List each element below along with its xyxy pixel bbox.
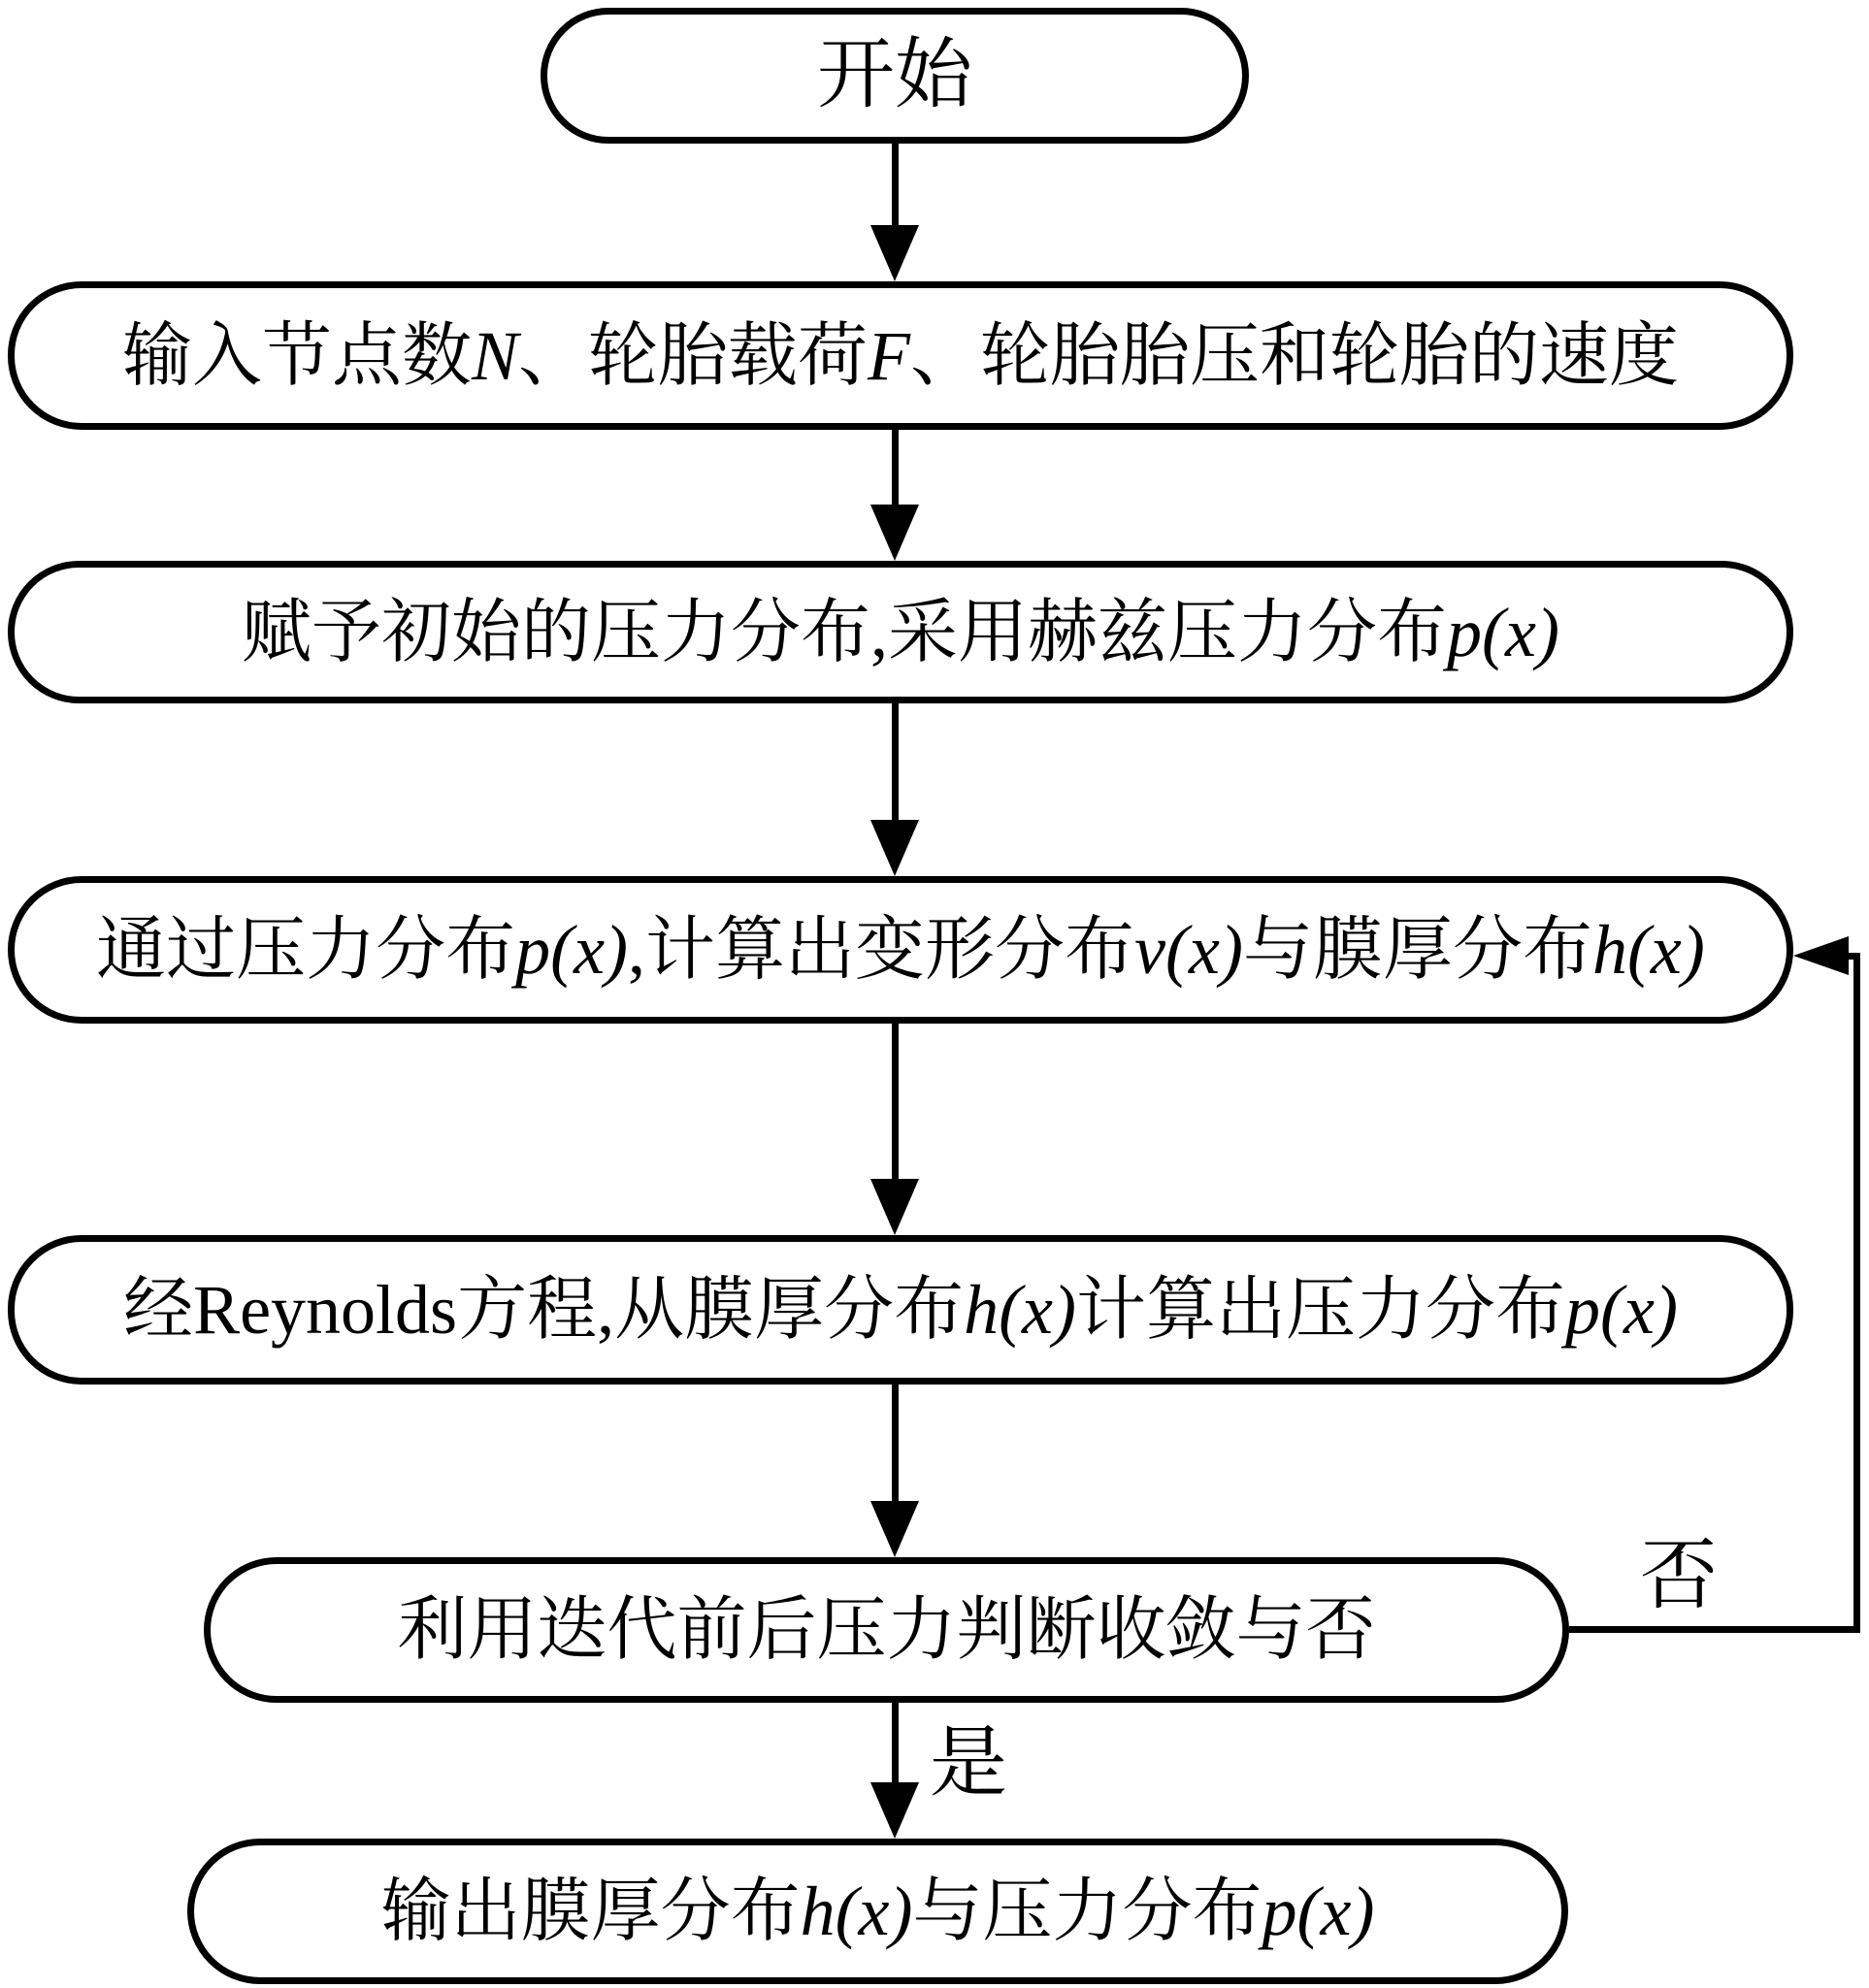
arrow-input-to-init-line (892, 430, 899, 510)
arrow-converge-to-output-line (892, 1703, 899, 1788)
arrow-init-to-deform-head (870, 820, 919, 876)
arrow-start-to-input-head (870, 225, 919, 281)
output-node-label: 输出膜厚分布h(x)与压力分布p(x) (380, 1873, 1375, 1950)
output-node (187, 1839, 1568, 1984)
yes-label: 是 (930, 1721, 1007, 1807)
arrow-reynolds-to-converge-line (892, 1385, 899, 1507)
no-label: 否 (1640, 1534, 1718, 1619)
arrow-reynolds-to-converge-head (870, 1501, 919, 1557)
loopback-arrow-head (1793, 936, 1849, 975)
convergence-check-node-label: 利用迭代前后压力判断收敛与否 (397, 1591, 1376, 1669)
start-node (541, 8, 1249, 144)
convergence-check-node (204, 1557, 1569, 1703)
arrow-input-to-init-head (870, 505, 919, 561)
deform-film-node (8, 876, 1793, 1024)
arrow-init-to-deform-line (892, 703, 899, 826)
reynolds-node-label: 经Reynolds方程,从膜厚分布h(x)计算出压力分布p(x) (123, 1271, 1678, 1349)
arrow-start-to-input-line (892, 142, 899, 231)
init-pressure-node (8, 561, 1793, 703)
start-node-label: 开始 (817, 33, 972, 118)
input-node-label: 输入节点数N、轮胎载荷F、轮胎胎压和轮胎的速度 (121, 316, 1680, 395)
loopback-vertical-line (1853, 953, 1860, 1633)
reynolds-node (8, 1235, 1793, 1385)
arrow-converge-to-output-head (870, 1782, 919, 1839)
loopback-bottom-line (1569, 1626, 1860, 1633)
arrow-deform-to-reynolds-line (892, 1024, 899, 1185)
input-node (8, 281, 1793, 430)
arrow-deform-to-reynolds-head (870, 1179, 919, 1235)
deform-film-node-label: 通过压力分布p(x),计算出变形分布v(x)与膜厚分布h(x) (96, 911, 1705, 989)
init-pressure-node-label: 赋予初始的压力分布,采用赫兹压力分布p(x) (242, 593, 1559, 671)
